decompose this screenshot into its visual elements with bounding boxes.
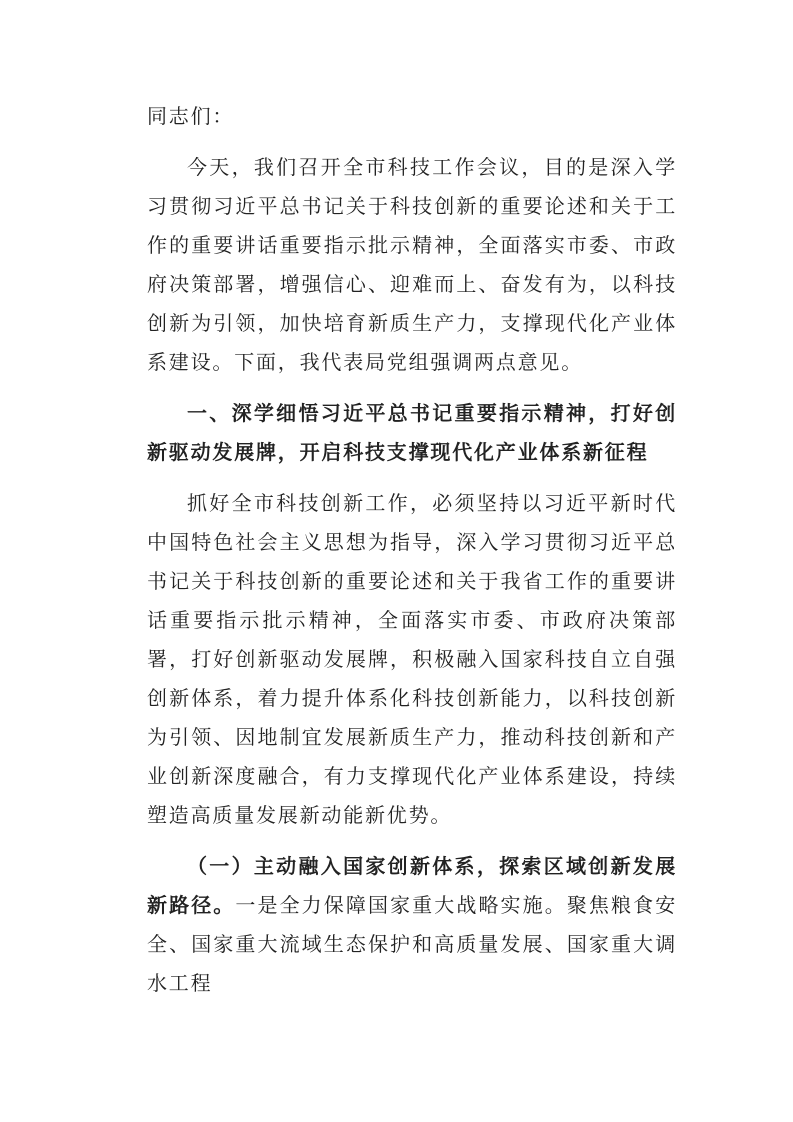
subsection-heading-one: （一）主动融入国家创新体系，探索区域创新发展新路径。	[147, 854, 677, 917]
paragraph-subsection-one	[147, 847, 677, 1003]
paragraph-intro: 今天，我们召开全市科技工作会议，目的是深入学习贯彻习近平总书记关于科技创新的重要论述和关于工作的重要讲话重要指示批示精神，全面落实市委、市政府决策部署，增强信心、迎难而上、奋发有为，以科技创新为引领，加快培育新质生产力，支撑现代化产业体系建设。下面，我代表局党组强调两点意见。	[147, 155, 677, 374]
section-heading-one: 一、深学细悟习近平总书记重要指示精神，打好创新驱动发展牌，开启科技支撑现代化产业体系新征程	[147, 401, 677, 464]
subsection-body-one: 一是全力保障国家重大战略实施。聚焦粮食安全、国家重大流域生态保护和高质量发展、国家重大调水工程	[147, 893, 678, 995]
document-body	[147, 97, 677, 1003]
salutation: 同志们：	[147, 104, 235, 128]
paragraph-section-one: 抓好全市科技创新工作，必须坚持以习近平新时代中国特色社会主义思想为指导，深入学习贯彻习近平总书记关于科技创新的重要论述和关于我省工作的重要讲话重要指示批示精神，全面落实市委、市政府决策部署，打好创新驱动发展牌，积极融入国家科技自立自强创新体系，着力提升体系化科技创新能力，以科技创新为引领、因地制宜发展新质生产力，推动科技创新和产业创新深度融合，有力支撑现代化产业体系建设，持续塑造高质量发展新动能新优势。	[147, 491, 677, 827]
